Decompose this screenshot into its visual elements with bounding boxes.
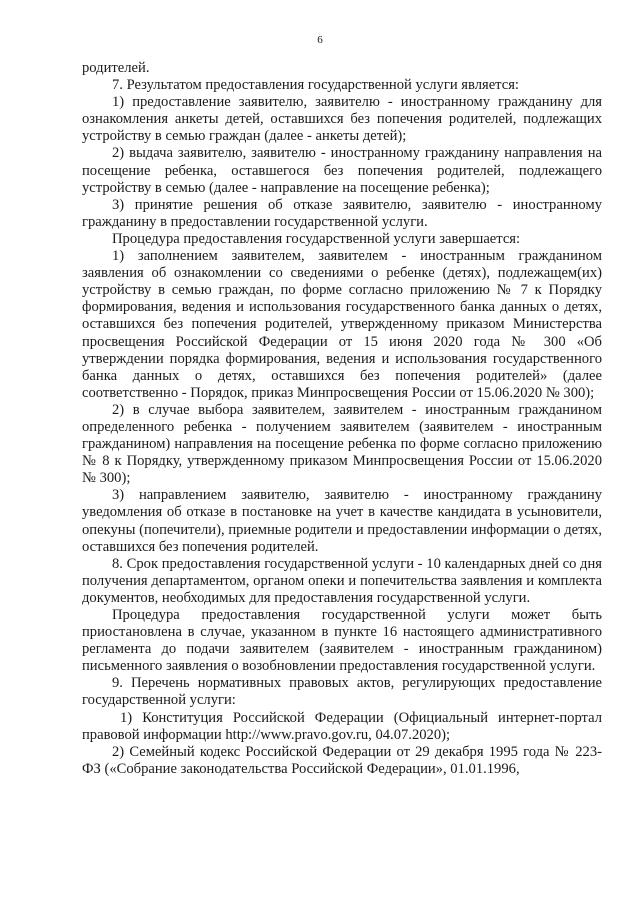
page-number: 6 — [317, 34, 323, 46]
paragraph-procedure-intro: Процедура предоставления государственной услуги завершается: — [112, 230, 521, 247]
paragraph-continuation: родителей. — [82, 60, 150, 76]
paragraph-act-2: 2) Семейный кодекс Российской Федерации от 29 декабря 1995 года № 223-ФЗ («Собрание законодательства Российской Федерации», 01.01.1996, — [82, 743, 602, 777]
paragraph-result-2: 2) выдача заявителю, заявителю - иностранному гражданину направления на посещение ребенка, оставшегося без попечения родителей, подлежащего устройству в семью (далее - направление на посещение ребенка); — [82, 145, 602, 196]
document-body — [82, 60, 602, 778]
paragraph-item-7: 7. Результатом предоставления государственной услуги является: — [112, 77, 519, 94]
paragraph-result-3: 3) принятие решения об отказе заявителю, заявителю - иностранному гражданину в предоставлении государственной услуги. — [82, 196, 602, 230]
paragraph-item-8: 8. Срок предоставления государственной услуги - 10 календарных дней со дня получения департаментом, органом опеки и попечительства заявления и комплекта документов, необходимых для предоставления государственной услуги. — [82, 555, 602, 606]
paragraph-procedure-3: 3) направлением заявителю, заявителю - иностранному гражданину уведомления об отказе в постановке на учет в качестве кандидата в усыновители, опекуны (попечители), приемные родители и предоставлении информации о детях, оставшихся без попечения родителей. — [82, 487, 602, 555]
paragraph-procedure-2: 2) в случае выбора заявителем, заявителем - иностранным гражданином определенного ребенка - получением заявителем (заявителем - иностранным гражданином) направления на посещение ребенка по форме согласно приложению № 8 к Порядку, утвержденному приказом Минпросвещения России от 15.06.2020 № 300); — [82, 401, 602, 487]
paragraph-act-1: 1) Конституция Российской Федерации (Официальный интернет-портал правовой информации http://www.pravo.gov.ru, 04.07.2020); — [82, 709, 602, 743]
paragraph-suspension: Процедура предоставления государственной услуги может быть приостановлена в случае, указанном в пункте 16 настоящего административного регламента до подачи заявителем (заявителем - иностранным гражданином) письменного заявления о возобновлении предоставления государственной услуги. — [82, 607, 602, 675]
paragraph-procedure-1: 1) заполнением заявителем, заявителем - иностранным гражданином заявления об ознакомлении со сведениями о ребенке (детях), подлежащем(их) устройству в семью граждан, по форме согласно приложению № 7 к Порядку формирования, ведения и использования государственного банка данных о детях, оставшихся без попечения родителей, утвержденному приказом Министерства просвещения Российской Федерации от 15 июня 2020 года № 300 «Об утверждении порядка формирования, ведения и использования государственного банка данных о детях, оставшихся без попечения родителей» (далее соответственно - Порядок, приказ Минпросвещения России от 15.06.2020 № 300); — [82, 248, 602, 401]
paragraph-item-9: 9. Перечень нормативных правовых актов, регулирующих предоставление государственной услуги: — [82, 675, 602, 709]
paragraph-result-1: 1) предоставление заявителю, заявителю - иностранному гражданину для ознакомления анкеты детей, оставшихся без попечения родителей, подлежащих устройству в семью граждан (далее - анкеты детей); — [82, 94, 602, 145]
